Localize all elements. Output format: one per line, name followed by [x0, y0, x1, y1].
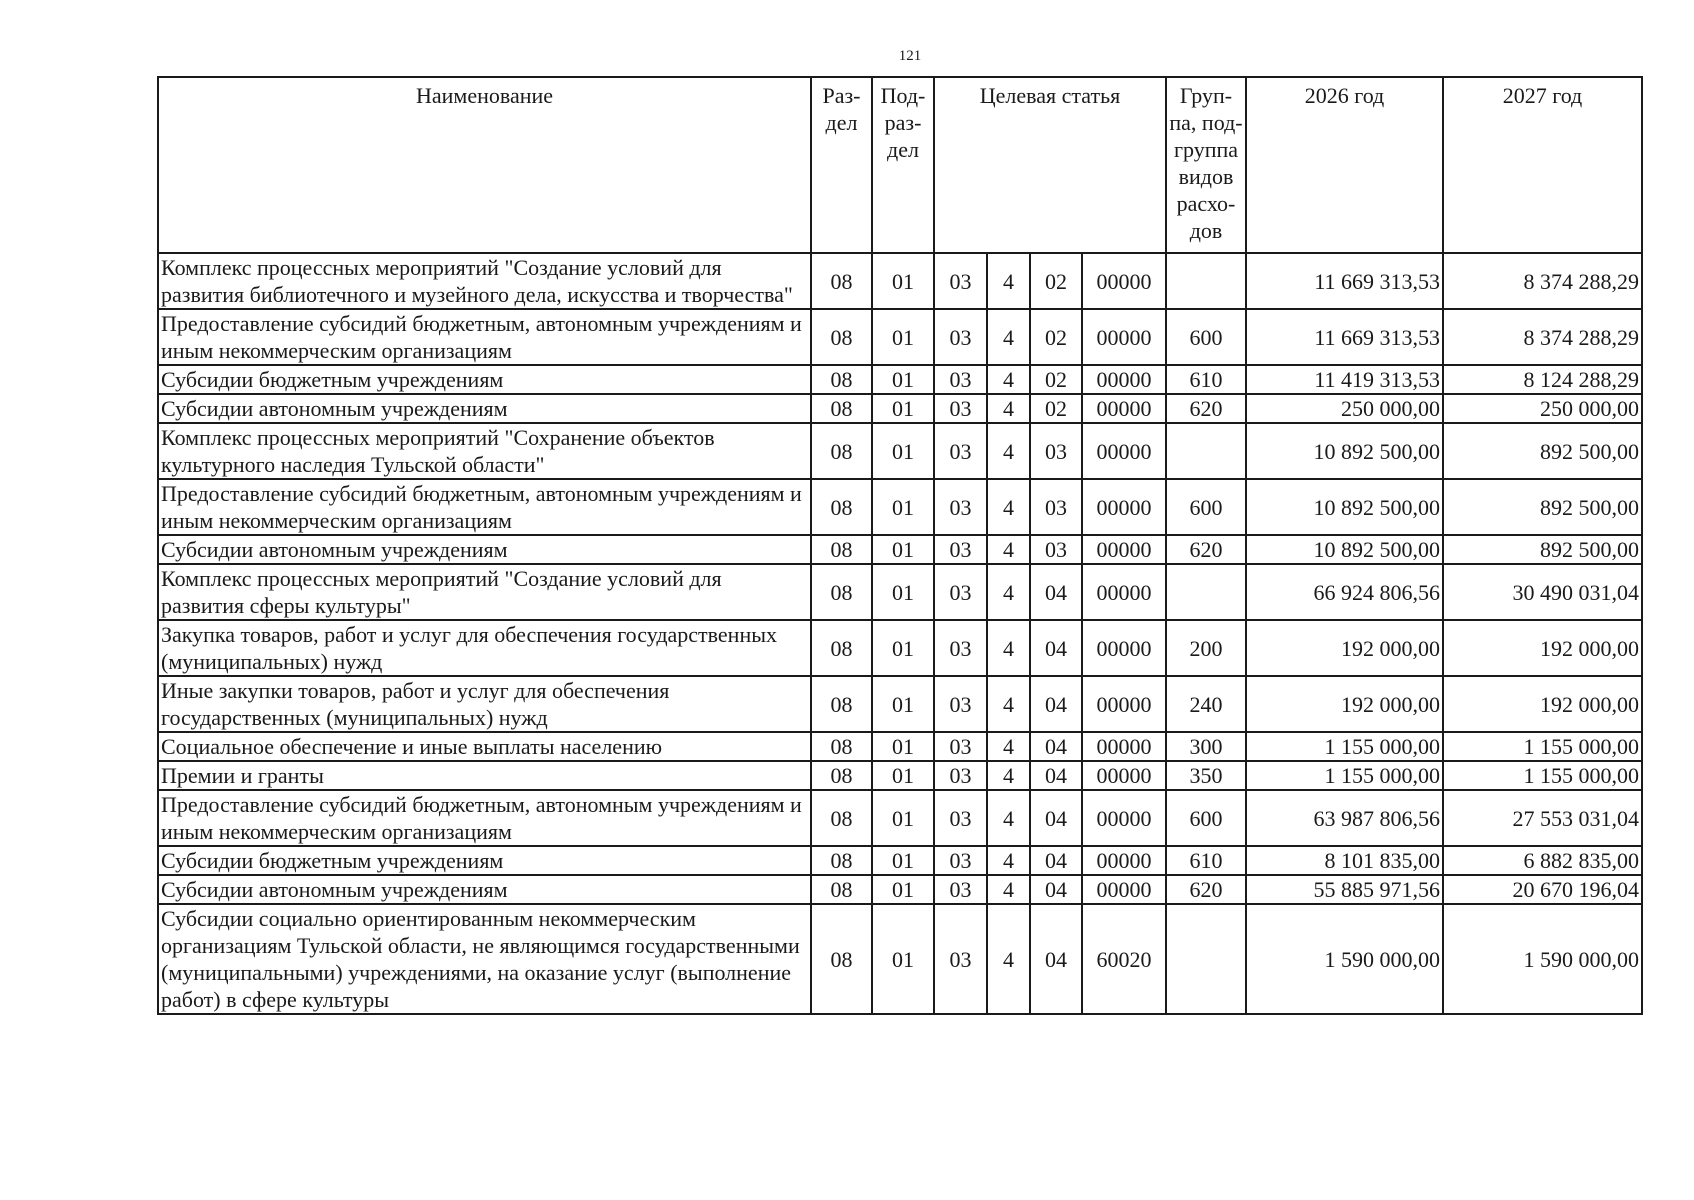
row-expense-group [1166, 564, 1246, 620]
row-podrazdel: 01 [872, 564, 934, 620]
row-podrazdel: 01 [872, 846, 934, 875]
row-target-type: 4 [987, 309, 1030, 365]
row-target-type: 4 [987, 564, 1030, 620]
row-target-direction: 00000 [1082, 309, 1166, 365]
row-expense-group [1166, 904, 1246, 1014]
table-row [158, 875, 1642, 904]
row-expense-group [1166, 423, 1246, 479]
row-name: Комплекс процессных мероприятий "Создание условий для развития библиотечного и музейного дела, искусства и творчества" [158, 253, 811, 309]
row-amount-2026: 10 892 500,00 [1246, 423, 1443, 479]
row-expense-group: 620 [1166, 535, 1246, 564]
row-amount-2027: 20 670 196,04 [1443, 875, 1642, 904]
table-row [158, 620, 1642, 676]
row-expense-group: 300 [1166, 732, 1246, 761]
row-amount-2027: 192 000,00 [1443, 676, 1642, 732]
row-razdel: 08 [811, 479, 872, 535]
row-amount-2026: 11 669 313,53 [1246, 253, 1443, 309]
row-target-type: 4 [987, 875, 1030, 904]
row-razdel: 08 [811, 365, 872, 394]
row-amount-2027: 1 155 000,00 [1443, 732, 1642, 761]
row-expense-group: 600 [1166, 790, 1246, 846]
row-amount-2026: 10 892 500,00 [1246, 479, 1443, 535]
row-target-complex: 02 [1030, 309, 1082, 365]
row-target-type: 4 [987, 394, 1030, 423]
row-name: Иные закупки товаров, работ и услуг для обеспечения государственных (муниципальных) нужд [158, 676, 811, 732]
row-amount-2026: 11 669 313,53 [1246, 309, 1443, 365]
row-amount-2027: 1 590 000,00 [1443, 904, 1642, 1014]
row-amount-2026: 8 101 835,00 [1246, 846, 1443, 875]
row-target-direction: 00000 [1082, 253, 1166, 309]
row-amount-2026: 63 987 806,56 [1246, 790, 1443, 846]
row-podrazdel: 01 [872, 761, 934, 790]
row-target-direction: 00000 [1082, 875, 1166, 904]
table-row [158, 423, 1642, 479]
row-amount-2026: 66 924 806,56 [1246, 564, 1443, 620]
page-number: 121 [898, 48, 922, 64]
row-name: Социальное обеспечение и иные выплаты населению [158, 732, 811, 761]
row-razdel: 08 [811, 846, 872, 875]
row-target-program: 03 [934, 423, 987, 479]
header-year-2026: 2026 год [1246, 77, 1443, 253]
row-name: Субсидии автономным учреждениям [158, 535, 811, 564]
row-podrazdel: 01 [872, 423, 934, 479]
row-razdel: 08 [811, 676, 872, 732]
row-name: Субсидии автономным учреждениям [158, 394, 811, 423]
row-expense-group: 240 [1166, 676, 1246, 732]
row-target-type: 4 [987, 732, 1030, 761]
row-target-complex: 04 [1030, 620, 1082, 676]
row-amount-2026: 10 892 500,00 [1246, 535, 1443, 564]
row-target-type: 4 [987, 423, 1030, 479]
row-target-program: 03 [934, 761, 987, 790]
row-amount-2026: 55 885 971,56 [1246, 875, 1443, 904]
row-podrazdel: 01 [872, 535, 934, 564]
row-target-direction: 00000 [1082, 535, 1166, 564]
row-target-direction: 00000 [1082, 846, 1166, 875]
row-name: Субсидии бюджетным учреждениям [158, 365, 811, 394]
row-target-complex: 02 [1030, 253, 1082, 309]
row-target-direction: 60020 [1082, 904, 1166, 1014]
row-razdel: 08 [811, 564, 872, 620]
header-podrazdel: Под-раз-дел [872, 77, 934, 253]
row-amount-2027: 8 374 288,29 [1443, 253, 1642, 309]
row-target-complex: 04 [1030, 676, 1082, 732]
row-razdel: 08 [811, 253, 872, 309]
row-name: Субсидии автономным учреждениям [158, 875, 811, 904]
row-amount-2027: 892 500,00 [1443, 479, 1642, 535]
row-target-complex: 04 [1030, 904, 1082, 1014]
row-target-program: 03 [934, 875, 987, 904]
row-target-direction: 00000 [1082, 394, 1166, 423]
row-target-type: 4 [987, 846, 1030, 875]
row-razdel: 08 [811, 423, 872, 479]
table-row [158, 479, 1642, 535]
row-target-program: 03 [934, 365, 987, 394]
row-target-program: 03 [934, 535, 987, 564]
row-amount-2027: 892 500,00 [1443, 535, 1642, 564]
row-amount-2027: 892 500,00 [1443, 423, 1642, 479]
row-target-type: 4 [987, 790, 1030, 846]
table-row [158, 394, 1642, 423]
table-row [158, 761, 1642, 790]
row-amount-2026: 1 590 000,00 [1246, 904, 1443, 1014]
row-expense-group [1166, 253, 1246, 309]
row-target-program: 03 [934, 394, 987, 423]
header-name: Наименование [158, 77, 811, 253]
row-target-complex: 04 [1030, 761, 1082, 790]
header-target-article: Целевая статья [934, 77, 1166, 253]
row-amount-2026: 192 000,00 [1246, 620, 1443, 676]
row-name: Предоставление субсидий бюджетным, автономным учреждениям и иным некоммерческим организациям [158, 790, 811, 846]
row-target-type: 4 [987, 904, 1030, 1014]
table-row [158, 790, 1642, 846]
row-razdel: 08 [811, 309, 872, 365]
row-podrazdel: 01 [872, 676, 934, 732]
row-amount-2026: 250 000,00 [1246, 394, 1443, 423]
row-target-complex: 04 [1030, 846, 1082, 875]
row-target-complex: 03 [1030, 423, 1082, 479]
row-razdel: 08 [811, 790, 872, 846]
row-razdel: 08 [811, 620, 872, 676]
row-target-type: 4 [987, 479, 1030, 535]
row-expense-group: 600 [1166, 479, 1246, 535]
row-expense-group: 620 [1166, 394, 1246, 423]
row-podrazdel: 01 [872, 904, 934, 1014]
row-target-direction: 00000 [1082, 479, 1166, 535]
row-podrazdel: 01 [872, 732, 934, 761]
row-podrazdel: 01 [872, 620, 934, 676]
row-razdel: 08 [811, 394, 872, 423]
row-podrazdel: 01 [872, 253, 934, 309]
budget-table [157, 76, 1643, 1015]
row-podrazdel: 01 [872, 479, 934, 535]
row-amount-2026: 1 155 000,00 [1246, 732, 1443, 761]
row-name: Закупка товаров, работ и услуг для обеспечения государственных (муниципальных) нужд [158, 620, 811, 676]
row-name: Субсидии бюджетным учреждениям [158, 846, 811, 875]
row-amount-2026: 11 419 313,53 [1246, 365, 1443, 394]
row-target-program: 03 [934, 676, 987, 732]
row-name: Предоставление субсидий бюджетным, автономным учреждениям и иным некоммерческим организациям [158, 309, 811, 365]
row-expense-group: 200 [1166, 620, 1246, 676]
row-amount-2027: 192 000,00 [1443, 620, 1642, 676]
row-target-direction: 00000 [1082, 790, 1166, 846]
header-row [158, 77, 1642, 253]
row-target-type: 4 [987, 535, 1030, 564]
row-target-complex: 02 [1030, 394, 1082, 423]
row-target-program: 03 [934, 253, 987, 309]
row-amount-2026: 1 155 000,00 [1246, 761, 1443, 790]
row-target-complex: 04 [1030, 790, 1082, 846]
row-expense-group: 600 [1166, 309, 1246, 365]
row-target-complex: 03 [1030, 479, 1082, 535]
row-expense-group: 350 [1166, 761, 1246, 790]
row-target-type: 4 [987, 253, 1030, 309]
row-target-complex: 04 [1030, 732, 1082, 761]
row-target-program: 03 [934, 790, 987, 846]
row-podrazdel: 01 [872, 309, 934, 365]
row-target-direction: 00000 [1082, 365, 1166, 394]
row-target-direction: 00000 [1082, 732, 1166, 761]
header-razdel: Раз-дел [811, 77, 872, 253]
row-podrazdel: 01 [872, 394, 934, 423]
row-target-direction: 00000 [1082, 620, 1166, 676]
row-amount-2027: 1 155 000,00 [1443, 761, 1642, 790]
row-amount-2027: 6 882 835,00 [1443, 846, 1642, 875]
row-amount-2027: 8 124 288,29 [1443, 365, 1642, 394]
row-amount-2027: 8 374 288,29 [1443, 309, 1642, 365]
row-target-direction: 00000 [1082, 423, 1166, 479]
row-target-type: 4 [987, 620, 1030, 676]
row-target-type: 4 [987, 676, 1030, 732]
row-target-direction: 00000 [1082, 676, 1166, 732]
row-expense-group: 620 [1166, 875, 1246, 904]
row-name: Комплекс процессных мероприятий "Создание условий для развития сферы культуры" [158, 564, 811, 620]
row-target-direction: 00000 [1082, 564, 1166, 620]
table-row [158, 365, 1642, 394]
row-target-program: 03 [934, 309, 987, 365]
row-podrazdel: 01 [872, 790, 934, 846]
row-expense-group: 610 [1166, 846, 1246, 875]
table-row [158, 309, 1642, 365]
row-amount-2027: 250 000,00 [1443, 394, 1642, 423]
row-razdel: 08 [811, 875, 872, 904]
row-target-type: 4 [987, 761, 1030, 790]
row-razdel: 08 [811, 904, 872, 1014]
table-row [158, 535, 1642, 564]
row-target-complex: 03 [1030, 535, 1082, 564]
row-name: Предоставление субсидий бюджетным, автономным учреждениям и иным некоммерческим организациям [158, 479, 811, 535]
row-target-program: 03 [934, 620, 987, 676]
table-row [158, 564, 1642, 620]
row-target-program: 03 [934, 479, 987, 535]
row-razdel: 08 [811, 535, 872, 564]
row-razdel: 08 [811, 761, 872, 790]
table-row [158, 732, 1642, 761]
row-target-program: 03 [934, 564, 987, 620]
row-target-program: 03 [934, 846, 987, 875]
table-row [158, 904, 1642, 1014]
row-podrazdel: 01 [872, 365, 934, 394]
header-year-2027: 2027 год [1443, 77, 1642, 253]
header-expense-group: Груп-па, под-группа видов расхо-дов [1166, 77, 1246, 253]
row-target-complex: 04 [1030, 875, 1082, 904]
row-target-type: 4 [987, 365, 1030, 394]
row-razdel: 08 [811, 732, 872, 761]
row-target-direction: 00000 [1082, 761, 1166, 790]
row-name: Премии и гранты [158, 761, 811, 790]
table-row [158, 676, 1642, 732]
row-name: Субсидии социально ориентированным некоммерческим организациям Тульской области, не являющимся государственными (муниципальными) учреждениями, на оказание услуг (выполнение работ) в сфере культуры [158, 904, 811, 1014]
row-amount-2027: 27 553 031,04 [1443, 790, 1642, 846]
row-target-program: 03 [934, 904, 987, 1014]
row-name: Комплекс процессных мероприятий "Сохранение объектов культурного наследия Тульской области" [158, 423, 811, 479]
row-podrazdel: 01 [872, 875, 934, 904]
row-expense-group: 610 [1166, 365, 1246, 394]
row-target-complex: 04 [1030, 564, 1082, 620]
row-amount-2026: 192 000,00 [1246, 676, 1443, 732]
table-row [158, 253, 1642, 309]
row-target-complex: 02 [1030, 365, 1082, 394]
table-row [158, 846, 1642, 875]
row-target-program: 03 [934, 732, 987, 761]
row-amount-2027: 30 490 031,04 [1443, 564, 1642, 620]
